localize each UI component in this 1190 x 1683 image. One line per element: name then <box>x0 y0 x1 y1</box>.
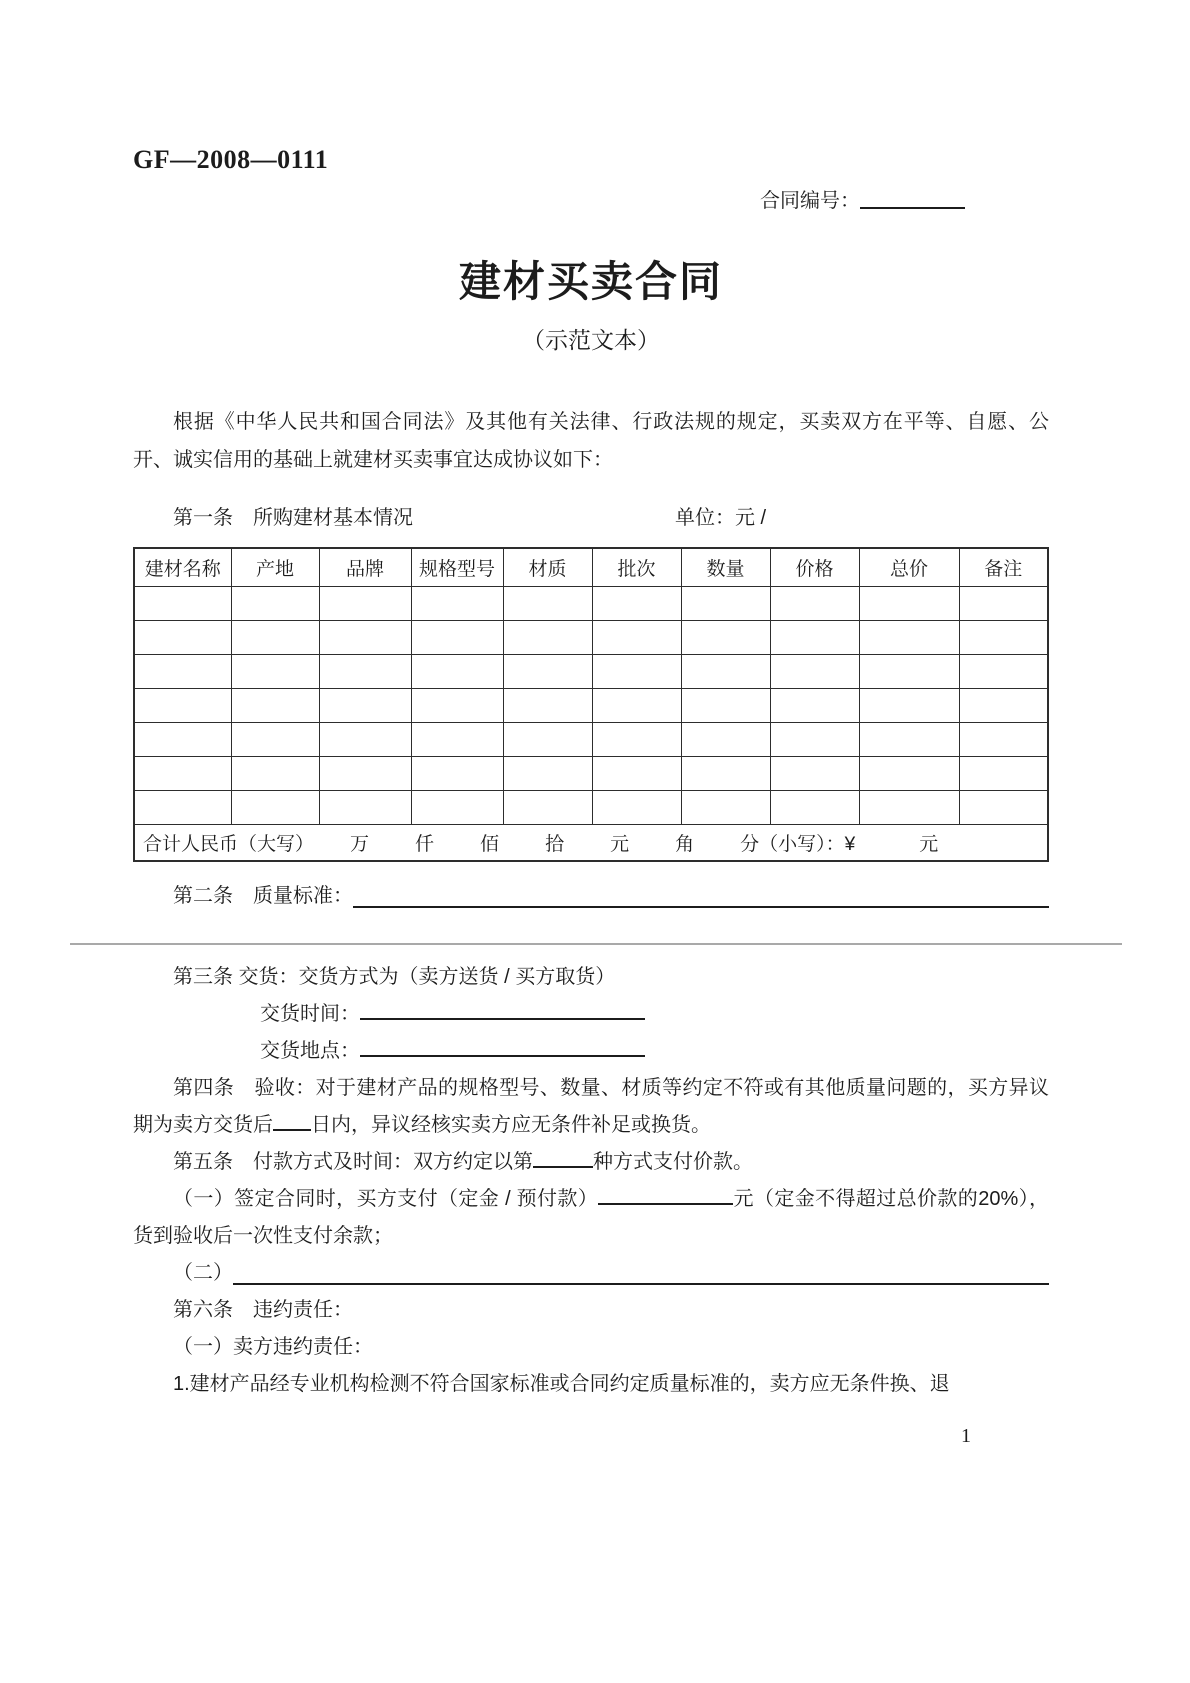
clause5-method-blank <box>533 1146 593 1168</box>
unit-jiao: 角 <box>675 834 695 855</box>
clause4-paragraph <box>133 1070 1049 1144</box>
clause5-item2-line <box>133 1255 1049 1292</box>
delivery-time-label: 交货时间： <box>260 1003 360 1025</box>
table-cell-empty <box>859 621 959 655</box>
table-cell-empty <box>592 587 681 621</box>
table-cell-empty <box>231 689 319 723</box>
table-cell-empty <box>319 621 411 655</box>
contract-number-label: 合同编号： <box>760 190 860 212</box>
table-cell-empty <box>411 689 503 723</box>
clause2-label: 第二条 质量标准： <box>173 885 353 907</box>
table-row <box>134 689 1048 723</box>
table-cell-empty <box>503 689 592 723</box>
clause5-item2-blank <box>233 1255 1049 1285</box>
clause4-days-blank <box>273 1109 311 1131</box>
delivery-place-label: 交货地点： <box>260 1040 360 1062</box>
unit-qian: 仟 <box>415 834 435 855</box>
table-cell-empty <box>592 723 681 757</box>
table-cell-empty <box>859 791 959 825</box>
clause4-text-1: 第四条 验收：对于建材产品的规格型号、数量、材质等约定不符或有其他质量问题的，买方异议期为卖方交货后 <box>133 1077 1049 1136</box>
clause5-item1-paragraph <box>133 1181 1049 1255</box>
col-header-total-price: 总价 <box>859 548 959 587</box>
table-cell-empty <box>681 587 770 621</box>
page-number: 1 <box>961 1425 971 1447</box>
table-cell-empty <box>134 621 231 655</box>
table-cell-empty <box>411 757 503 791</box>
doc-code: GF—2008—0111 <box>133 145 329 174</box>
table-row <box>134 757 1048 791</box>
table-row <box>134 621 1048 655</box>
total-amount-numeric-label: 分（小写）：¥ <box>740 834 856 855</box>
col-header-origin: 产地 <box>231 548 319 587</box>
clause6-item1: （一）卖方违约责任： <box>173 1336 373 1358</box>
table-cell-empty <box>411 621 503 655</box>
table-cell-empty <box>681 723 770 757</box>
table-cell-empty <box>231 587 319 621</box>
unit-wan: 万 <box>350 834 370 855</box>
col-header-material: 材质 <box>503 548 592 587</box>
table-cell-empty <box>770 723 859 757</box>
clause2-line <box>133 878 1049 915</box>
delivery-place-blank <box>360 1035 645 1057</box>
table-cell-empty <box>770 791 859 825</box>
clause1-heading: 第一条 所购建材基本情况 <box>173 507 413 529</box>
table-cell-empty <box>134 587 231 621</box>
clause5-item2-label: （二） <box>173 1262 233 1284</box>
table-cell-empty <box>959 655 1048 689</box>
table-cell-empty <box>681 655 770 689</box>
col-header-spec-model: 规格型号 <box>411 548 503 587</box>
table-cell-empty <box>592 791 681 825</box>
clause3-delivery-time-line <box>133 996 1049 1033</box>
table-cell-empty <box>134 723 231 757</box>
col-header-quantity: 数量 <box>681 548 770 587</box>
clause5-deposit-blank <box>598 1183 733 1205</box>
table-header-row <box>134 548 1048 587</box>
table-cell-empty <box>592 621 681 655</box>
table-cell-empty <box>681 757 770 791</box>
clause3-delivery-place-line <box>133 1033 1049 1070</box>
delivery-time-blank <box>360 998 645 1020</box>
materials-table <box>133 547 1049 862</box>
total-amount-yuan: 元 <box>919 834 939 855</box>
table-cell-empty <box>959 791 1048 825</box>
clause5-item1-text-1: （一）签定合同时，买方支付（定金 / 预付款） <box>173 1188 599 1210</box>
section-divider <box>70 943 1122 945</box>
table-cell-empty <box>411 587 503 621</box>
table-cell-empty <box>134 655 231 689</box>
clause2-blank <box>353 878 1049 908</box>
table-cell-empty <box>319 689 411 723</box>
table-cell-empty <box>231 655 319 689</box>
table-cell-empty <box>319 757 411 791</box>
unit-bai: 佰 <box>480 834 500 855</box>
table-cell-empty <box>231 621 319 655</box>
contract-number-line <box>133 187 1049 215</box>
intro-paragraph: 根据《中华人民共和国合同法》及其他有关法律、行政法规的规定，买卖双方在平等、自愿、公开、诚实信用的基础上就建材买卖事宜达成协议如下： <box>133 411 1049 471</box>
table-cell-empty <box>770 621 859 655</box>
table-cell-empty <box>681 791 770 825</box>
table-row <box>134 723 1048 757</box>
table-cell-empty <box>503 791 592 825</box>
clause4-text-2: 日内，异议经核实卖方应无条件补足或换货。 <box>311 1114 711 1136</box>
clause5-text-1: 第五条 付款方式及时间：双方约定以第 <box>173 1151 533 1173</box>
table-cell-empty <box>859 689 959 723</box>
table-cell-empty <box>503 621 592 655</box>
table-cell-empty <box>959 621 1048 655</box>
table-cell-empty <box>319 587 411 621</box>
table-cell-empty <box>770 655 859 689</box>
clause5-item1-text-2: 元（定金不得超过总价款的20%），货到验收后一次性支付余款； <box>133 1188 1049 1247</box>
total-amount-label: 合计人民币（大写） <box>143 834 315 855</box>
page-title: 建材买卖合同 <box>458 258 723 305</box>
table-cell-empty <box>859 723 959 757</box>
table-cell-empty <box>231 791 319 825</box>
table-cell-empty <box>959 587 1048 621</box>
clause5-line <box>133 1144 1049 1181</box>
table-cell-empty <box>770 689 859 723</box>
table-cell-empty <box>134 689 231 723</box>
col-header-price: 价格 <box>770 548 859 587</box>
contract-number-blank <box>860 187 965 209</box>
table-cell-empty <box>859 587 959 621</box>
table-cell-empty <box>319 791 411 825</box>
table-cell-empty <box>770 757 859 791</box>
col-header-remarks: 备注 <box>959 548 1048 587</box>
table-cell-empty <box>503 587 592 621</box>
page-subtitle: （示范文本） <box>522 327 660 353</box>
col-header-material-name: 建材名称 <box>134 548 231 587</box>
table-cell-empty <box>319 723 411 757</box>
table-cell-empty <box>411 791 503 825</box>
total-amount-row <box>135 829 1047 856</box>
table-cell-empty <box>411 655 503 689</box>
table-cell-empty <box>134 757 231 791</box>
clause3-line1: 第三条 交货：交货方式为（卖方送货 / 买方取货） <box>173 966 616 988</box>
table-row <box>134 655 1048 689</box>
materials-table-body <box>134 548 1048 861</box>
table-cell-empty <box>134 791 231 825</box>
table-cell-empty <box>959 689 1048 723</box>
table-row <box>134 791 1048 825</box>
table-cell-empty <box>231 757 319 791</box>
table-cell-empty <box>592 689 681 723</box>
clause6-heading: 第六条 违约责任： <box>173 1299 353 1321</box>
table-cell-empty <box>859 655 959 689</box>
table-row <box>134 587 1048 621</box>
table-cell-empty <box>681 621 770 655</box>
table-cell-empty <box>592 655 681 689</box>
table-cell-empty <box>959 723 1048 757</box>
table-footer-row <box>134 825 1048 862</box>
clause5-text-2: 种方式支付价款。 <box>593 1151 753 1173</box>
table-cell-empty <box>503 723 592 757</box>
unit-label: 单位：元 / <box>675 507 767 529</box>
table-cell-empty <box>411 723 503 757</box>
table-cell-empty <box>503 757 592 791</box>
unit-yuan: 元 <box>610 834 630 855</box>
unit-shi: 拾 <box>545 834 565 855</box>
table-cell-empty <box>503 655 592 689</box>
table-cell-empty <box>859 757 959 791</box>
col-header-brand: 品牌 <box>319 548 411 587</box>
table-cell-empty <box>319 655 411 689</box>
table-cell-empty <box>592 757 681 791</box>
table-cell-empty <box>681 689 770 723</box>
table-cell-empty <box>959 757 1048 791</box>
clause1-heading-row <box>133 499 1049 537</box>
table-cell-empty <box>231 723 319 757</box>
col-header-batch: 批次 <box>592 548 681 587</box>
clause6-item1-sub1: 1.建材产品经专业机构检测不符合国家标准或合同约定质量标准的，卖方应无条件换、退 <box>173 1373 950 1395</box>
table-cell-empty <box>770 587 859 621</box>
